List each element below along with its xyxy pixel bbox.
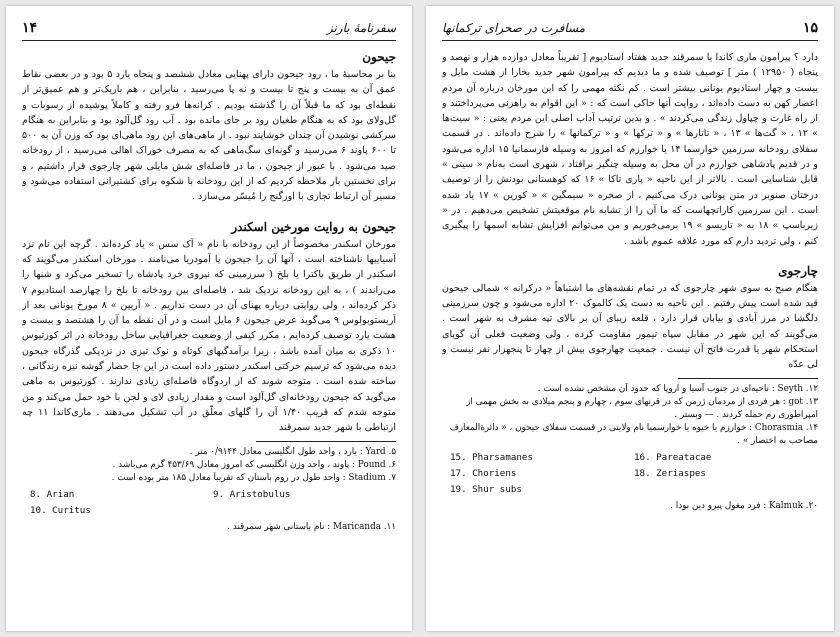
page-number: ۱۴ bbox=[22, 20, 38, 36]
section-body: بنا بر محاسبهٔ ما ، رود جیحون دارای پهنایی معادل ششصد و پنجاه یارد ۵ بود و در بعضی نقاط عمق آن به بیست و پنج تا بیست و نه پا می‌رسید ، بنابراین ، هم باریک‌تر و هم عمیق‌تر از نقطه‌ای بود که ما قبلاً آن را گذشته بودیم . کرانه‌ها فرو رفته و کاملاً پوشیده از رسوبات و گل‌ولای بود که به هنگام طغیان رود بر جای مانده بود . آب رود گل‌آلود بود و بنابراین به هنگام سرکشی نوشیدن آن چندان خوشایند نبود . از ماهی‌های این رود ماهی‌ای بود که وزن آن به ۵۰۰ تا ۶۰۰ پاوند ۶ می‌رسید و گونه‌ای سگ‌ماهی که به مصرف خوراک اهالی می‌رسید ، از رودخانه صید می‌شود . با عبور از جیحون ، ما در فاصله‌ای شش مایلی شهر چارجوی قرار داشتیم ، و برای نخستین بار ملاحظه کردیم که از این رودخانه با شکوه برای کشتیرانی استفاده می‌شود و مسیر آن ارتباط تجاری با اورگنج را مُیسّر می‌سازد . bbox=[22, 69, 396, 203]
footnote: Seyth .۱۲ : ناحیه‌ای در جنوب آسیا و اروپا که حدود آن مشخص نشده است . bbox=[537, 383, 818, 394]
right-page bbox=[426, 6, 834, 631]
latin-name: 16. Pareatacae bbox=[634, 451, 712, 463]
latin-name: 18. Zeriaspes bbox=[634, 467, 706, 479]
section-heading: جیحون bbox=[362, 50, 396, 64]
left-page bbox=[6, 6, 412, 631]
latin-name: 10. Curitus bbox=[30, 504, 91, 516]
section-body: هنگام صبح به سوی شهر چارجوی که در تمام نقشه‌های ما اشتباهاً « درکرانه » شمالی جیحون قید شده است پیش رفتیم . این ناحیه به دست یک کالموک ۲۰ اداره می‌شود و چون سرزمینی دلگشا در مرز آبادی و بیابان قرار دارد ، قلعه زیبای آن بر بالای تپه مشرف به شهر است . می‌گویند که این شهر در مقابل سپاه تیمور مقاومت کرده ، ولی وضعیت فعلی آن گویای استحکام شهر یا قدرت فاتح آن نیست . جمعیت چهارجوی بیش از چهار تا پنجهزار نفر نیست و لی عدّه bbox=[442, 282, 818, 371]
section-heading: چارجوی bbox=[778, 263, 818, 278]
footnote: got .۱۳ : هر فردی از مردمان ژرمن که در قرنهای سوم ، چهارم و پنجم میلادی به بخش مهمی از امپراطوری رم حمله کردند . — وبستر . bbox=[466, 396, 818, 420]
latin-names bbox=[22, 487, 396, 519]
running-title: سفرنامهٔ بارنز bbox=[326, 21, 396, 35]
page-header bbox=[22, 20, 396, 41]
footnote: Yard .۵ : یارد ، واحد طول انگلیسی معادل ۰/۹۱۴۴ متر . bbox=[189, 446, 396, 457]
footnote-divider bbox=[256, 441, 396, 442]
footnote: Maricanda .۱۱ : نام باستانی شهر سمرقند . bbox=[227, 521, 396, 532]
section-heading: جیحون به روایت مورخین اسکندر bbox=[231, 219, 396, 234]
latin-names bbox=[442, 450, 818, 498]
latin-name: 15. Pharsamanes bbox=[450, 451, 533, 463]
footnote: Kalmuk .۲۰ : فرد مغول پیرو دین بودا . bbox=[670, 500, 818, 511]
latin-name: 9. Aristobulus bbox=[213, 488, 291, 500]
page-number: ۱۵ bbox=[802, 20, 818, 36]
section-body: مورخان اسکندر مخصوصاً از این رودخانه با نام « آک سس » یاد کرده‌اند . گرچه این نام نزد آسیاییها ناشناخته است ، آنها آن را جیحون یا آمودریا می‌نامند . مورخان اسکندر می‌گویند که اسکندر از طریق باکترا یا بلخ ( سرزمینی که نیروی خرد پادشاه را تسخیر می‌کرد و شنها را می‌راندند ) ، به این رودخانه نزدیک شد ، فاصله‌ای بین رودخانه تا بلخ را چهارصد استادیوم ۷ ذکر کرده‌اند ، ولی روایتی درباره پهنای آن در دست نداریم . « آریین » ۸ مورخ یونانی بعد از آریستوبولوس ۹ می‌گوید عرض جیحون ۶ مایل است و در آن نقطه ما آن را هشتصد و بیست و هشت یارد توصیف کرده‌ایم ، مکرر کیفی از وضعیت جغرافیایی ساحل رودخانه در اثر کورتیوس ۱۰ ذکری به میان آمده باشد ، زیرا برآمدگیهای کوتاه و نوک تیزی در نزدیکی گذرگاه جیحون دیده می‌شود که ترسیم حرکتی اسکندر دستور داده است در این جا حصار گوشه نیزه زندگانی ، ساخته شده است . متوجه شوند که از اردوگاه فاصله‌ای زیادی ندارند . کورتیوس به ماهی می‌گوید که جیحون رودخانه‌ای گل‌آلود است و مقدار زیادی لای و لجن با خود حمل می‌کند و من متوجه شدم که قریب ۱/۴۰ آن را گلهای معلّق در آب تشکیل می‌دهند . ماری‌کاندا ۱۱ چه ارتباطی با شهر جدید سمرقند bbox=[22, 238, 396, 434]
footnote: Pound .۶ : پاوند ، واحد وزن انگلیسی که امروز معادل ۴۵۳/۶۹ گرم می‌باشد . bbox=[112, 459, 396, 470]
footnote: Stadium .۷ : واحد طول در روم باستان که تقریباً معادل ۱۸۵ متر بوده است . bbox=[111, 472, 396, 483]
latin-name: 17. Choriens bbox=[450, 467, 517, 479]
running-title: مسافرت در صحرای ترکمانها bbox=[442, 21, 586, 35]
footnote: Chorasmia .۱۴ : خوارزم یا خیوه یا خوارسمیا نام ولایتی در قسمت سفلای جیحون ، « دائرة‌المعارف مصاحب به اختصار » . bbox=[449, 422, 818, 446]
latin-name: 19. Shur subs bbox=[450, 483, 522, 495]
section-body: دارد ؟ پیرامون ماری کاندا یا سمرقند جدید هفتاد استادیوم [ تقریباً معادل دوازده هزار و نهصد و پنجاه ( ۱۲۹۵۰ ) متر ] توصیف شده و ما دیدیم که پیرامون شهر جدید بخارا از هشت مایل و بیست و چهار استادیوم یونانی بیشتر است . کم نکته مهمی را که این مورخان درباره آن مردم اعصار کهن به دست داده‌اند ، روایت آنها حاکی است که : « این اقوام به راهزنی می‌پرداختند و از راه غارت و چپاول زندگی می‌کردند » . و بدین ترتیب آداب اصلی این مردم یعنی : « سیت‌ها » ۱۲ ، « گت‌ها » ۱۳ ، « تاتارها » و « ترکها » و « ترکمانها » را شرح داده‌اند . در قسمت سفلای رودخانه سرزمین خوارسما ۱۴ یا خوارزم که امروز به وسیله فارسمانیا ۱۵ اداره می‌شود و در قدیم پادشاهی خوارزم در آن محل به وسیله چنگیز برافتاد ، شهری است به‌نام « سیتی » قابل شناسایی است . بالاتر از این ناحیه « پاری تاکا » ۱۶ که کوهستانی بودنش را از توصیف درختان صنوبر در متن یونانی درک می‌کنیم ، از صخره « سیمگین » « کورین » ۱۷ یاد شده است . این سرزمین کاراتچهاست که ما آن را از تشابه نام موقعیتش تشخیص می‌دهیم . در « زیرباسپ » ۱۸ به « تاریسو » ۱۹ برمی‌خوریم و من می‌توانم افزایش تشابه اسمها را پیگیری کنم ، ولی تردید دارم که مورد علاقه عموم باشد . bbox=[442, 52, 818, 247]
latin-name: 8. Arian bbox=[30, 488, 75, 500]
page-header bbox=[442, 20, 818, 41]
footnote-divider bbox=[678, 378, 818, 379]
